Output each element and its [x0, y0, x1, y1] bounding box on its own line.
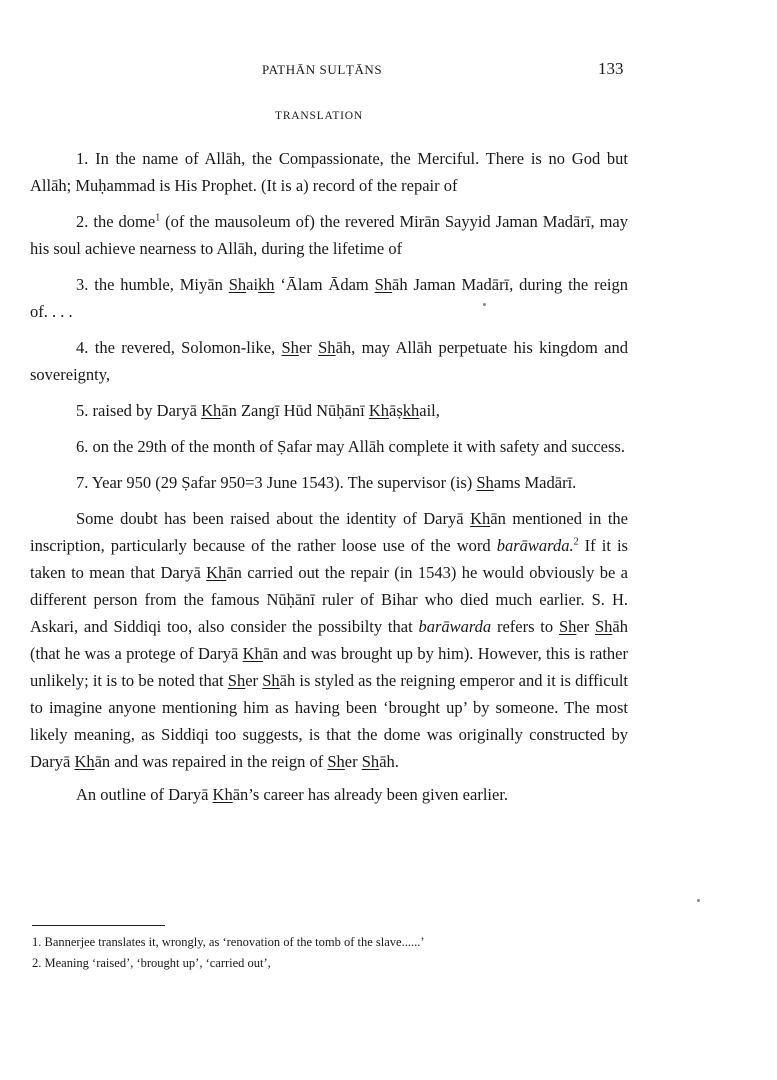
section-title: TRANSLATION — [275, 110, 364, 122]
scan-speck — [697, 899, 700, 902]
translation-line-7: 7. Year 950 (29 Ṣafar 950=3 June 1543). The supervisor (is) Shams Madārī. — [76, 473, 577, 492]
closing-paragraph: An outline of Daryā Khān’s career has already been given earlier. — [76, 785, 509, 804]
translation-line-4: 4. the revered, Solomon-like, Sher Shāh, may Allāh perpetuate his kingdom and sovereignty, — [30, 338, 629, 384]
footnotes — [32, 932, 592, 974]
page-number: 133 — [598, 59, 624, 78]
footnote-ref-2: 2 — [573, 536, 579, 548]
translation-line-3: 3. the humble, Miyān Shaikh ‘Ālam Ādam Shāh Jaman Madārī, during the reign of. . . . — [30, 275, 628, 321]
footnote-ref-1: 1 — [155, 212, 161, 224]
footnote-2: 2. Meaning ‘raised’, ‘brought up’, ‘carried out’, — [32, 956, 271, 970]
discussion-paragraph: Some doubt has been raised about the identity of Daryā Khān mentioned in the inscription, particularly because of the rather loose use of the word barāwarda.$^2$ If it is taken to mean that Daryā Khān carried out the repair (in 1543) he would obviously be a different person from the famous Nūḥānī ruler of Bihar who died much earlier. S. H. Askari, and Siddiqi too, also consider the possibilty that barāwarda refers to Sher Shāh (that he was a protege of Daryā Khān and was brought up by him). However, this is rather unlikely; it is to be noted that Sher Shāh is styled as the reigning emperor and it is difficult to imagine anyone mentioning him as having been ‘brought up’ by someone. The most likely meaning, as Siddiqi too suggests, is that the dome was originally constructed by Daryā Khān and was repaired in the reign of Sher Shāh. — [30, 509, 628, 771]
translation-line-6: 6. on the 29th of the month of Ṣafar may Allāh complete it with safety and success. — [76, 437, 625, 456]
footnote-1: 1. Bannerjee translates it, wrongly, as ‘renovation of the tomb of the slave......’ — [32, 935, 425, 949]
body-text — [30, 145, 628, 810]
running-head — [0, 59, 777, 82]
scan-speck — [483, 303, 486, 306]
footnote-divider — [32, 925, 165, 926]
running-title: PATHĀN SULṬĀNS — [262, 62, 383, 77]
translation-line-5: 5. raised by Daryā Khān Zangī Hūd Nūḥānī Khāṣkhail, — [76, 401, 440, 420]
translation-line-2: 2. the dome$^1$ (of the mausoleum of) the revered Mirān Sayyid Jaman Madārī, may his soul achieve nearness to Allāh, during the lifetime of — [30, 212, 628, 258]
translation-line-1: 1. In the name of Allāh, the Compassionate, the Merciful. There is no God but Allāh; Muḥammad is His Prophet. (It is a) record of the repair of — [30, 149, 628, 195]
